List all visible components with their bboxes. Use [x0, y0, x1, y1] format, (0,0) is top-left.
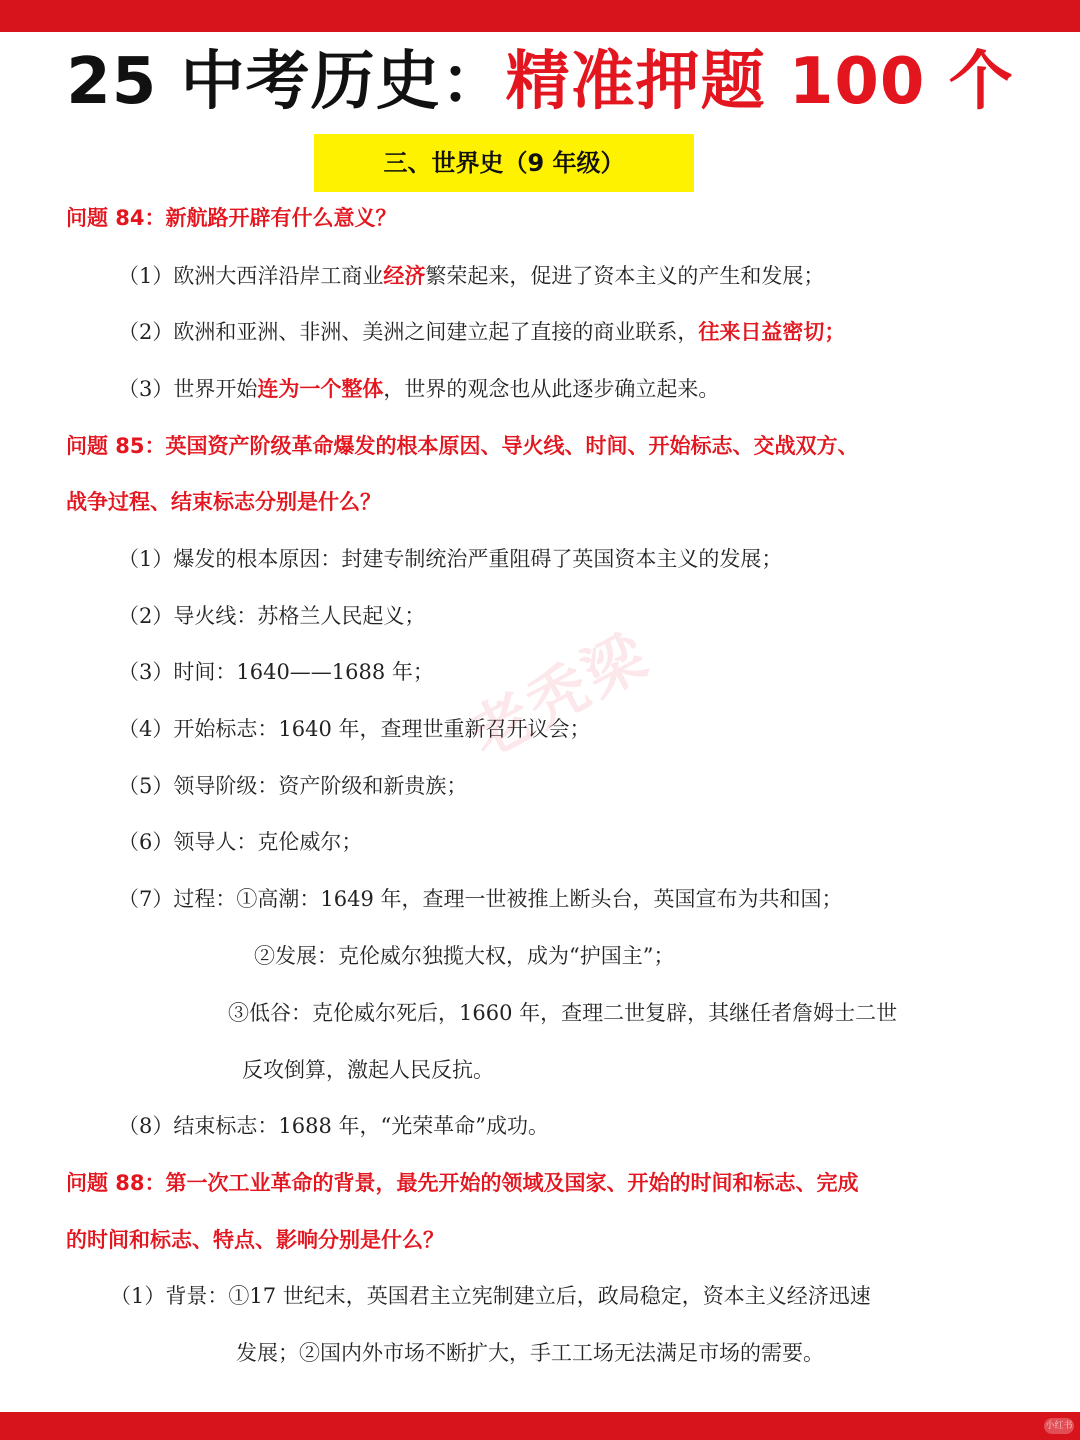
section-heading: 三、世界史（9 年级）: [314, 134, 694, 192]
answer-85-1: （1）爆发的根本原因：封建专制统治严重阻碍了英国资本主义的发展；: [118, 547, 783, 571]
answer-84-2: （2）欧洲和亚洲、非洲、美洲之间建立起了直接的商业联系，往来日益密切；: [118, 319, 846, 344]
top-red-bar: [0, 0, 1080, 32]
answer-85-7: （7）过程：①高潮：1649 年，查理一世被推上断头台，英国宣布为共和国；: [118, 887, 843, 911]
question-88-title-line2: 的时间和标志、特点、影响分别是什么？: [66, 1228, 444, 1252]
answer-85-4: （4）开始标志：1640 年，查理世重新召开议会；: [118, 717, 591, 741]
answer-85-5: （5）领导阶级：资产阶级和新贵族；: [118, 774, 468, 798]
corner-logo: 小红书: [1044, 1418, 1074, 1434]
answer-84-1: （1）欧洲大西洋沿岸工商业经济繁荣起来，促进了资本主义的产生和发展；: [118, 263, 825, 288]
answer-85-7-low-point: ③低谷：克伦威尔死后，1660 年，查理二世复辟，其继任者詹姆士二世: [228, 1001, 898, 1025]
answer-85-7-low-point-cont: 反攻倒算，激起人民反抗。: [242, 1058, 494, 1082]
question-85-title-line1: 问题 85：英国资产阶级革命爆发的根本原因、导火线、时间、开始标志、交战双方、: [66, 434, 859, 458]
answer-88-1: （1）背景：①17 世纪末，英国君主立宪制建立后，政局稳定，资本主义经济迅速: [110, 1284, 871, 1308]
answer-85-2: （2）导火线：苏格兰人民起义；: [118, 604, 426, 628]
page-title: [0, 38, 1080, 126]
title-part-red: 精准押题 100 个: [505, 45, 1014, 119]
answer-85-7-development: ②发展：克伦威尔独揽大权，成为“护国主”；: [254, 944, 675, 968]
question-84-title: 问题 84：新航路开辟有什么意义？: [66, 206, 397, 230]
title-part-black: 25 中考历史：: [66, 45, 506, 119]
answer-85-6: （6）领导人：克伦威尔；: [118, 830, 363, 854]
answer-84-3: （3）世界开始连为一个整体，世界的观念也从此逐步确立起来。: [118, 376, 720, 401]
question-88-title-line1: 问题 88：第一次工业革命的背景，最先开始的领域及国家、开始的时间和标志、完成: [66, 1171, 859, 1195]
question-85-title-line2: 战争过程、结束标志分别是什么？: [66, 490, 381, 514]
answer-85-3: （3）时间：1640——1688 年；: [118, 660, 434, 684]
watermark-signature: 老秃梁: [459, 619, 662, 772]
bottom-red-bar: [0, 1412, 1080, 1440]
answer-88-1-cont: 发展；②国内外市场不断扩大，手工工场无法满足市场的需要。: [236, 1341, 824, 1365]
answer-85-8: （8）结束标志：1688 年，“光荣革命”成功。: [118, 1114, 549, 1138]
